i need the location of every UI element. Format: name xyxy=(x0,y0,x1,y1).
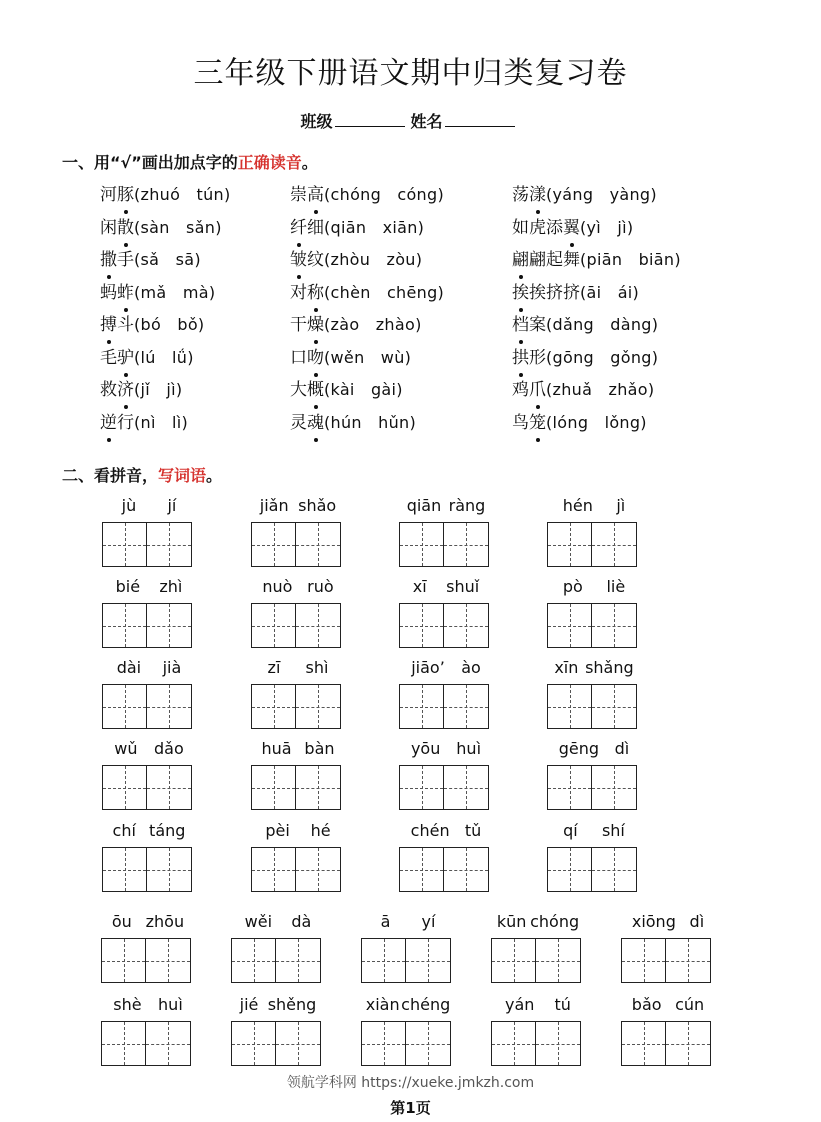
writing-box[interactable] xyxy=(147,765,192,810)
pinyin-options[interactable]: (yì jì) xyxy=(580,217,634,237)
section1-title xyxy=(62,150,318,173)
section1-highlight: 正确读音 xyxy=(237,153,302,172)
pinyin-options[interactable]: (mǎ mà) xyxy=(134,282,216,302)
pinyin-writing-cell xyxy=(251,496,345,567)
pronunciation-item[interactable] xyxy=(512,278,732,311)
word-pre: 救 xyxy=(100,380,117,400)
section2-prefix: 二、看拼音， xyxy=(62,466,159,485)
word-pre: 鸡 xyxy=(512,380,529,400)
writing-box[interactable] xyxy=(296,847,341,892)
section2-highlight: 写词语 xyxy=(158,466,207,485)
pinyin-options[interactable]: (chóng cóng) xyxy=(324,185,444,204)
class-blank[interactable] xyxy=(335,112,405,127)
pinyin-writing-cell xyxy=(102,658,196,729)
writing-box[interactable] xyxy=(399,847,444,892)
dotted-character: 皱 xyxy=(290,245,307,275)
writing-box[interactable] xyxy=(102,847,147,892)
class-name-line xyxy=(0,109,821,132)
pinyin-options[interactable]: (hún hǔn) xyxy=(324,412,417,432)
pronunciation-item[interactable] xyxy=(512,180,732,213)
writing-box[interactable] xyxy=(147,684,192,729)
pronunciation-item[interactable] xyxy=(512,310,732,343)
writing-box[interactable] xyxy=(592,684,637,729)
writing-box[interactable] xyxy=(361,1021,406,1066)
pinyin-options[interactable]: (dǎng dàng) xyxy=(546,315,659,334)
pinyin-label: bié zhì xyxy=(115,577,183,596)
word-pre: 崇 xyxy=(290,185,307,205)
writing-box[interactable] xyxy=(147,603,192,648)
writing-box[interactable] xyxy=(621,938,666,983)
dotted-character: 漾 xyxy=(529,180,546,210)
pinyin-label: jù jí xyxy=(121,496,177,515)
pronunciation-item[interactable] xyxy=(100,278,290,311)
writing-box[interactable] xyxy=(406,938,451,983)
word-pre: 蚂 xyxy=(100,282,117,303)
pinyin-writing-cell xyxy=(621,995,715,1066)
pinyin-label: huā bàn xyxy=(261,739,335,758)
pinyin-label: dài jià xyxy=(116,658,182,677)
pinyin-writing-cell xyxy=(231,912,325,983)
pinyin-label: ā yí xyxy=(380,912,436,931)
section2-suffix: 。 xyxy=(206,466,223,485)
dotted-character: 纤 xyxy=(290,213,307,243)
writing-box[interactable] xyxy=(251,684,296,729)
pronunciation-item[interactable] xyxy=(100,375,290,408)
section2-title xyxy=(62,463,222,486)
dotted-character: 济 xyxy=(117,375,134,405)
writing-box[interactable] xyxy=(444,684,489,729)
writing-box[interactable] xyxy=(102,765,147,810)
page-title: 三年级下册语文期中归类复习卷 xyxy=(193,56,628,91)
writing-box[interactable] xyxy=(536,1021,581,1066)
word-pre: 毛 xyxy=(100,347,117,368)
pinyin-writing-cell xyxy=(399,739,493,810)
pinyin-writing-cell xyxy=(491,995,585,1066)
pinyin-options[interactable]: (piān biān) xyxy=(580,250,681,269)
dotted-character: 撒 xyxy=(100,245,117,275)
word-post: 斗 xyxy=(117,315,134,335)
pronunciation-item[interactable] xyxy=(512,343,732,376)
writing-box[interactable] xyxy=(592,847,637,892)
pinyin-label: xiàn chéng xyxy=(365,995,451,1014)
class-label: 班级 xyxy=(300,112,333,131)
dotted-character: 豚 xyxy=(117,180,134,210)
word-pre: 如虎添 xyxy=(512,217,563,238)
pinyin-writing-cell xyxy=(399,821,493,892)
page-number: 第1页 xyxy=(390,1099,431,1117)
pinyin-label: bǎo cún xyxy=(631,995,705,1014)
section1-prefix: 一、用“√”画出加点字的 xyxy=(62,153,238,172)
writing-box[interactable] xyxy=(444,765,489,810)
writing-box[interactable] xyxy=(547,765,592,810)
pinyin-writing-cell xyxy=(251,739,345,810)
pinyin-label: kūn chóng xyxy=(496,912,580,931)
writing-box[interactable] xyxy=(444,603,489,648)
pinyin-writing-cell xyxy=(399,658,493,729)
dotted-character: 蚱 xyxy=(117,278,134,308)
pinyin-label: ōu zhōu xyxy=(111,912,185,931)
word-post: 挨挤挤 xyxy=(529,282,580,303)
dotted-character: 挨 xyxy=(512,278,529,308)
pinyin-options[interactable]: (kài gài) xyxy=(324,380,403,399)
pinyin-options[interactable]: (lú lǘ) xyxy=(134,347,194,367)
writing-box[interactable] xyxy=(102,684,147,729)
pinyin-label: qí shí xyxy=(563,821,625,840)
word-pre: 灵 xyxy=(290,412,307,433)
writing-box[interactable] xyxy=(399,765,444,810)
dotted-character: 档 xyxy=(512,310,529,340)
writing-box[interactable] xyxy=(592,522,637,567)
writing-box[interactable] xyxy=(547,522,592,567)
name-blank[interactable] xyxy=(445,112,515,127)
dotted-character: 翩 xyxy=(512,245,529,275)
pinyin-label: jiāo’ ào xyxy=(411,658,481,677)
writing-box[interactable] xyxy=(361,938,406,983)
writing-box[interactable] xyxy=(101,1021,146,1066)
writing-box[interactable] xyxy=(146,938,191,983)
name-label: 姓名 xyxy=(410,112,443,131)
dotted-character: 高 xyxy=(307,180,324,210)
writing-box[interactable] xyxy=(399,522,444,567)
dotted-character: 笼 xyxy=(529,408,546,438)
pronunciation-item[interactable] xyxy=(290,245,512,278)
writing-box[interactable] xyxy=(101,938,146,983)
pinyin-writing-cell xyxy=(101,995,195,1066)
pinyin-label: xiōng dì xyxy=(631,912,705,931)
pinyin-label: hén jì xyxy=(562,496,626,515)
writing-box[interactable] xyxy=(251,765,296,810)
pinyin-writing-cell xyxy=(491,912,585,983)
writing-box[interactable] xyxy=(296,603,341,648)
watermark: 领航学科网 https://xueke.jmkzh.com xyxy=(286,1075,535,1091)
writing-box[interactable] xyxy=(102,522,147,567)
pinyin-options[interactable]: (zào zhào) xyxy=(324,315,422,334)
pinyin-options[interactable]: (zhòu zòu) xyxy=(324,250,423,269)
writing-box[interactable] xyxy=(491,938,536,983)
dotted-character: 驴 xyxy=(117,343,134,373)
writing-box[interactable] xyxy=(251,847,296,892)
word-post: 案 xyxy=(529,315,546,335)
writing-box[interactable] xyxy=(296,765,341,810)
dotted-character: 爪 xyxy=(529,375,546,405)
pronunciation-item[interactable] xyxy=(512,245,732,278)
pinyin-writing-cell xyxy=(102,821,196,892)
writing-box[interactable] xyxy=(491,1021,536,1066)
writing-box[interactable] xyxy=(399,603,444,648)
pronunciation-item[interactable] xyxy=(290,310,512,343)
pinyin-writing-cell xyxy=(251,577,345,648)
pinyin-writing-cell xyxy=(547,821,641,892)
writing-box[interactable] xyxy=(621,1021,666,1066)
writing-box[interactable] xyxy=(592,603,637,648)
writing-box[interactable] xyxy=(102,603,147,648)
word-pre: 闲 xyxy=(100,217,117,238)
pinyin-label: gēng dì xyxy=(558,739,630,758)
dotted-character: 搏 xyxy=(100,310,117,340)
writing-box[interactable] xyxy=(592,765,637,810)
pronunciation-item[interactable] xyxy=(290,213,512,246)
word-pre: 大 xyxy=(290,380,307,400)
pronunciation-item[interactable] xyxy=(100,180,290,213)
pinyin-writing-cell xyxy=(101,912,195,983)
pronunciation-item[interactable] xyxy=(100,408,290,441)
writing-box[interactable] xyxy=(536,938,581,983)
pinyin-writing-cell xyxy=(102,739,196,810)
pinyin-options[interactable]: (qiān xiān) xyxy=(324,217,425,237)
word-post: 细 xyxy=(307,217,324,238)
pronunciation-item[interactable] xyxy=(290,180,512,213)
pinyin-label: pèi hé xyxy=(265,821,331,840)
writing-box[interactable] xyxy=(146,1021,191,1066)
pronunciation-item[interactable] xyxy=(290,343,512,376)
pinyin-writing-cell xyxy=(102,496,196,567)
pinyin-label: yán tú xyxy=(505,995,571,1014)
pinyin-options[interactable]: (lóng lǒng) xyxy=(546,412,647,432)
pinyin-label: chén tǔ xyxy=(410,821,482,840)
word-pre: 荡 xyxy=(512,185,529,205)
word-post: 纹 xyxy=(307,250,324,270)
pinyin-label: xī shuǐ xyxy=(412,577,480,596)
dotted-character: 拱 xyxy=(512,343,529,373)
word-post: 形 xyxy=(529,347,546,368)
writing-box[interactable] xyxy=(147,847,192,892)
dotted-character: 称 xyxy=(307,278,324,308)
word-pre: 干 xyxy=(290,315,307,335)
section1-items xyxy=(100,180,732,440)
word-pre: 河 xyxy=(100,185,117,205)
pinyin-writing-cell xyxy=(547,739,641,810)
pronunciation-item[interactable] xyxy=(290,408,512,441)
pinyin-label: chí táng xyxy=(112,821,186,840)
dotted-character: 吻 xyxy=(307,343,324,373)
dotted-character: 散 xyxy=(117,213,134,243)
pinyin-writing-cell xyxy=(547,496,641,567)
pinyin-label: qiān ràng xyxy=(406,496,486,515)
writing-box[interactable] xyxy=(147,522,192,567)
pinyin-options[interactable]: (sǎ sā) xyxy=(134,250,201,269)
pinyin-label: pò liè xyxy=(562,577,626,596)
word-pre: 口 xyxy=(290,347,307,368)
pinyin-label: yōu huì xyxy=(410,739,482,758)
word-post: 行 xyxy=(117,412,134,433)
writing-box[interactable] xyxy=(406,1021,451,1066)
pinyin-label: zī shì xyxy=(267,658,329,677)
writing-box[interactable] xyxy=(547,603,592,648)
pronunciation-item[interactable] xyxy=(100,213,290,246)
pronunciation-item[interactable] xyxy=(290,278,512,311)
pronunciation-item[interactable] xyxy=(512,213,732,246)
pinyin-label: wǔ dǎo xyxy=(114,739,184,758)
writing-box[interactable] xyxy=(666,1021,711,1066)
dotted-character: 概 xyxy=(307,375,324,405)
pinyin-writing-cell xyxy=(399,496,493,567)
word-post: 翩起舞 xyxy=(529,250,580,270)
writing-box[interactable] xyxy=(296,522,341,567)
pinyin-options[interactable]: (jǐ jì) xyxy=(134,380,183,399)
writing-box[interactable] xyxy=(547,847,592,892)
pinyin-writing-cell xyxy=(547,658,641,729)
dotted-character: 逆 xyxy=(100,408,117,438)
pinyin-label: jiǎn shǎo xyxy=(259,496,337,515)
writing-box[interactable] xyxy=(251,522,296,567)
writing-box[interactable] xyxy=(444,847,489,892)
pinyin-label: wěi dà xyxy=(244,912,312,931)
pinyin-options[interactable]: (bó bǒ) xyxy=(134,315,205,334)
writing-box[interactable] xyxy=(547,684,592,729)
pinyin-options[interactable]: (āi ái) xyxy=(580,282,640,302)
pinyin-options[interactable]: (zhuó tún) xyxy=(134,185,231,204)
writing-box[interactable] xyxy=(251,603,296,648)
dotted-character: 燥 xyxy=(307,310,324,340)
dotted-character: 魂 xyxy=(307,408,324,438)
pinyin-options[interactable]: (sàn sǎn) xyxy=(134,217,222,237)
pinyin-label: jié shěng xyxy=(239,995,317,1014)
writing-box[interactable] xyxy=(276,938,321,983)
pinyin-writing-cell xyxy=(361,995,455,1066)
pronunciation-item[interactable] xyxy=(100,245,290,278)
dotted-character: 翼 xyxy=(563,213,580,243)
pinyin-options[interactable]: (gōng gǒng) xyxy=(546,347,659,367)
pinyin-options[interactable]: (zhuǎ zhǎo) xyxy=(546,380,655,399)
pinyin-writing-cell xyxy=(251,821,345,892)
pronunciation-item[interactable] xyxy=(512,408,732,441)
writing-box[interactable] xyxy=(276,1021,321,1066)
writing-box[interactable] xyxy=(666,938,711,983)
word-post: 手 xyxy=(117,250,134,270)
pinyin-label: xīn shǎng xyxy=(554,658,634,677)
pinyin-writing-cell xyxy=(231,995,325,1066)
word-pre: 对 xyxy=(290,282,307,303)
pinyin-writing-cell xyxy=(399,577,493,648)
pinyin-options[interactable]: (wěn wù) xyxy=(324,347,412,367)
pinyin-writing-cell xyxy=(251,658,345,729)
writing-box[interactable] xyxy=(231,938,276,983)
pinyin-label: nuò ruò xyxy=(262,577,334,596)
pinyin-writing-cell xyxy=(621,912,715,983)
pronunciation-item[interactable] xyxy=(100,343,290,376)
writing-box[interactable] xyxy=(399,684,444,729)
pinyin-options[interactable]: (chèn chēng) xyxy=(324,282,445,302)
writing-box[interactable] xyxy=(231,1021,276,1066)
section1-suffix: 。 xyxy=(301,153,318,172)
pinyin-label: shè huì xyxy=(113,995,183,1014)
pronunciation-item[interactable] xyxy=(100,310,290,343)
pronunciation-item[interactable] xyxy=(512,375,732,408)
pronunciation-item[interactable] xyxy=(290,375,512,408)
writing-box[interactable] xyxy=(444,522,489,567)
pinyin-options[interactable]: (yáng yàng) xyxy=(546,185,657,204)
writing-box[interactable] xyxy=(296,684,341,729)
pinyin-writing-cell xyxy=(102,577,196,648)
word-pre: 鸟 xyxy=(512,412,529,433)
pinyin-writing-cell xyxy=(547,577,641,648)
pinyin-writing-cell xyxy=(361,912,455,983)
pinyin-options[interactable]: (nì lì) xyxy=(134,412,189,432)
